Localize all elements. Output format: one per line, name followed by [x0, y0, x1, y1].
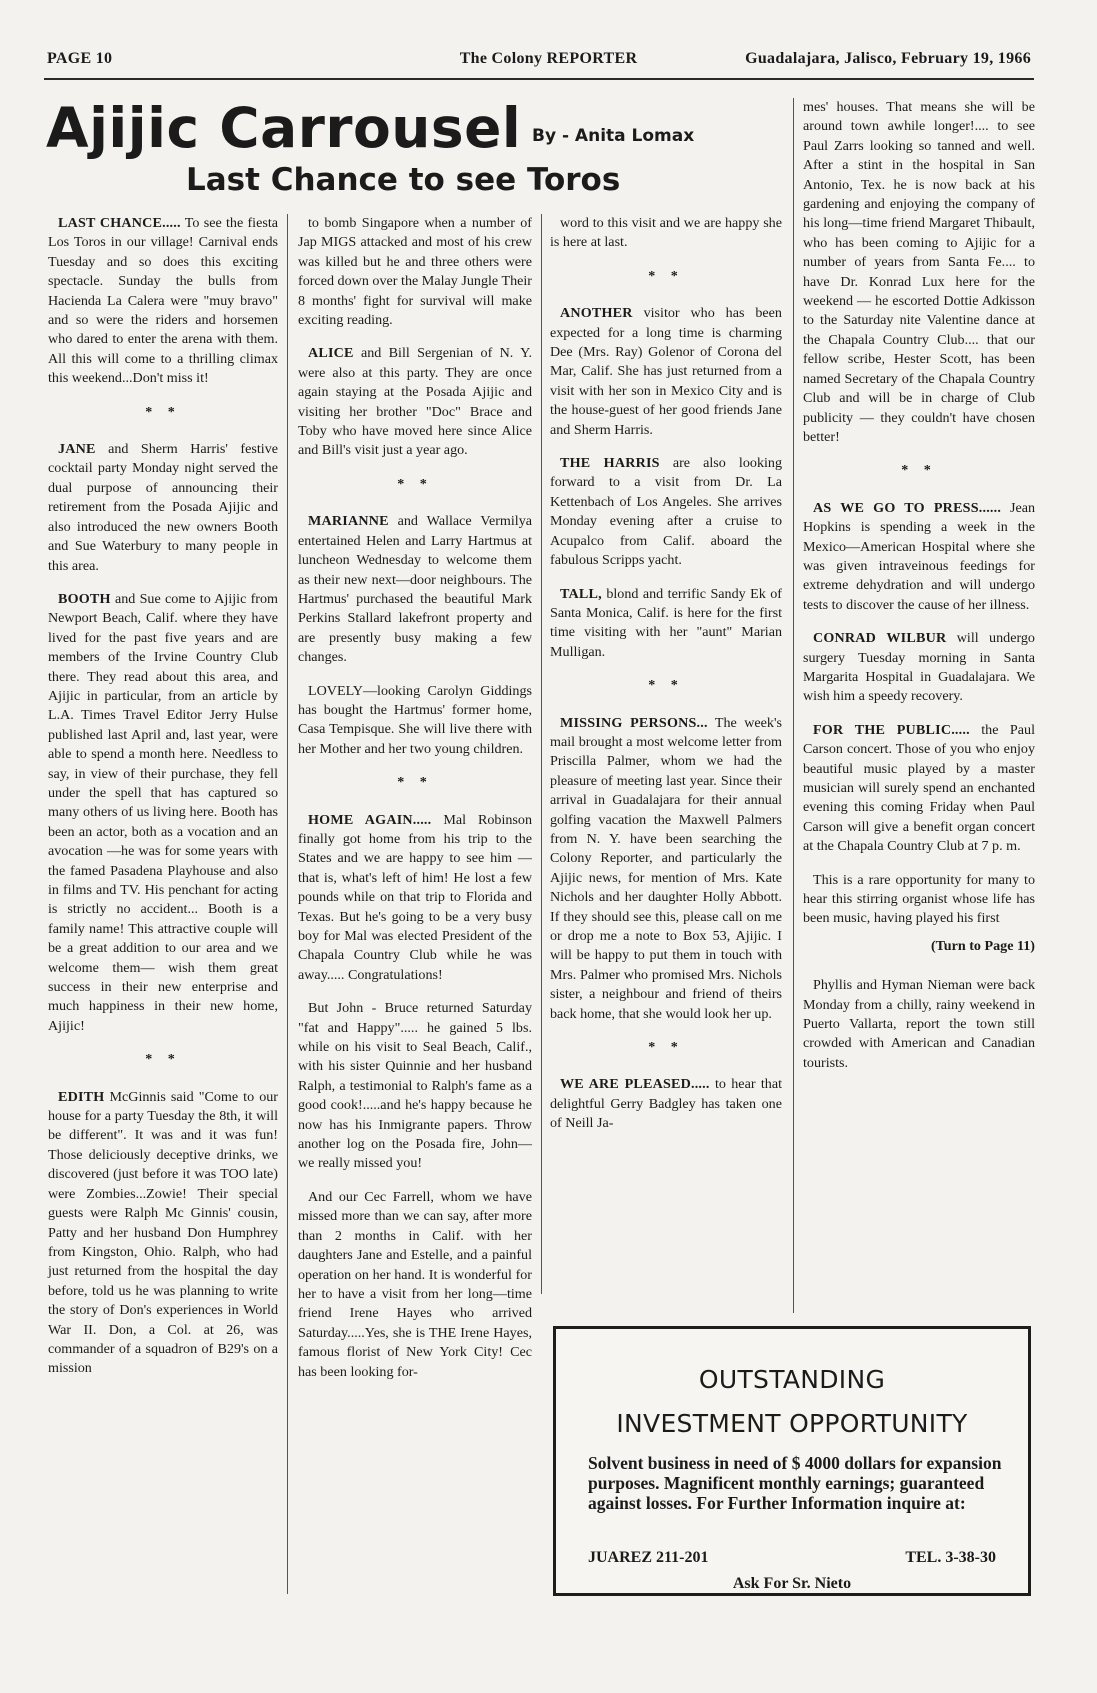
- paragraph-lead: EDITH: [58, 1088, 105, 1105]
- paragraph: [48, 440, 278, 576]
- paragraph-lead: LAST CHANCE.....: [58, 215, 181, 231]
- dateline: Guadalajara, Jalisco, February 19, 1966: [745, 50, 1031, 67]
- paragraph: [550, 714, 782, 1025]
- paragraph-lead: MARIANNE: [308, 513, 389, 530]
- separator: * *: [648, 1039, 684, 1056]
- paragraph: [803, 976, 1035, 1073]
- paragraph-text: and Wallace Vermilya entertained Helen and Larry Hartmus at luncheon Wednesday to welcome them as their new next—door neighbours. The Hartmus' purchased the beautiful Mark Perkins Stallard lakefront property and are presently busy making a few changes.: [298, 513, 533, 666]
- separator: * *: [145, 1051, 181, 1068]
- paragraph-lead: JANE: [58, 441, 96, 458]
- paragraph: [803, 721, 1035, 857]
- paragraph-text: are also looking forward to a visit from Dr. La Kettenbach of Los Angeles. She arrives Monday evening after a cruise to Acupalco from Calif. aboard the fabulous Scripps yacht.: [550, 455, 782, 569]
- paragraph-text: Phyllis and Hyman Nieman were back Monday from a chilly, rainy weekend in Puerto Vallarta, report the town still crowded with American and Canadian tourists.: [803, 977, 1035, 1071]
- paragraph-text: But John - Bruce returned Saturday "fat and Happy"..... he gained 5 lbs. while on his visit to Seal Beach, Calif., with his sister Quinnie and her husband Ralph, a testimonial to Ralph's fame as a good cook!.....and he's happy because he now has his Inmigrante papers. Throw another log on the Posada fire, John— we really missed you!: [298, 1000, 532, 1172]
- ad-title-line-1: OUTSTANDING: [698, 1365, 886, 1394]
- paragraph-text: Jean Hopkins is spending a week in the Mexico—American Hospital where she was given intraveinous feedings for extreme dehydration and will undergo tests to discover the cause of her illness.: [803, 499, 1036, 613]
- article-subtitle: Last Chance to see Toros: [186, 162, 621, 198]
- paragraph: [298, 214, 532, 330]
- paragraph-text: will undergo surgery Tuesday morning in Santa Margarita Hospital in Guadalajara. We wish him a speedy recovery.: [803, 630, 1035, 705]
- paragraph-lead: WE ARE PLEASED.....: [560, 1076, 710, 1093]
- article-title: Ajijic Carrousel: [46, 96, 522, 160]
- paragraph-text: To see the fiesta Los Toros in our village! Carnival ends Tuesday and so does this exciting spectacle. Sunday the bulls from Hacienda La Calera were "muy bravo" and so were the riders and horsemen who dared to enter the arena with them. All this will come to a thrilling climax this weekend...Don't miss it!: [48, 215, 278, 387]
- article-column-2: [298, 214, 532, 1396]
- paragraph-text: This is a rare opportunity for many to hear this stirring organist whose life has been music, having played his first: [803, 871, 1035, 927]
- article-column-4: [803, 98, 1035, 1087]
- paper-name: The Colony REPORTER: [459, 50, 638, 67]
- paragraph-text: blond and terrific Sandy Ek of Santa Monica, Calif. is here for the first time visiting with her "aunt" Marian Mulligan.: [550, 585, 782, 660]
- paragraph-text: the Paul Carson concert. Those of you who enjoy beautiful music played by a master musician will surely spend an enchanted evening this coming Friday when Paul Carson will give a benefit organ concert at the Chapala Country Club at 7 p. m.: [803, 721, 1035, 855]
- paragraph-lead: CONRAD WILBUR: [813, 630, 947, 647]
- separator: * *: [397, 774, 433, 791]
- paragraph-text: McGinnis said "Come to our house for a party Tuesday the 8th, it will be different". It was and it was fun! Those deliciously deceptive drinks, we discovered (just before it was TOO late) were Zombies...Zowie! Their special guests were Ralph Mc Ginnis' cousin, Patty and her husband Don Humphrey from Kingston, Ohio. Ralph, who had just returned from the hospital the day before, told us he was planning to write the story of Don's experiences in World War II. Don, a Col. at 26, was commander of a squadron of B29's on a mission: [48, 1088, 278, 1377]
- paragraph: [550, 214, 782, 253]
- article-title-block: [44, 98, 784, 208]
- separator: * *: [145, 403, 181, 420]
- paragraph: [803, 499, 1035, 615]
- paragraph-text: and Sherm Harris' festive cocktail party Monday night served the dual purpose of announcing their retirement from the Posada Ajijic and also introduced the new owners Booth and Sue Waterbury to many people in this area.: [48, 441, 278, 574]
- paragraph-text: And our Cec Farrell, whom we have missed more than we can say, after more than 2 months in Calif. with her daughters Jane and Estelle, and a painful operation on her hand. It is wonderful for her to have a visit from her long—time friend Irene Hayes who arrived Saturday.....Yes, she is THE Irene Hayes, famous florist of New York City! Cec has been looking for-: [298, 1188, 532, 1380]
- paragraph-lead: BOOTH: [58, 590, 111, 607]
- article-byline: By - Anita Lomax: [532, 126, 695, 146]
- column-divider: [541, 214, 542, 1294]
- paragraph: [298, 512, 532, 667]
- ad-body-text: Solvent business in need of $ 4000 dollars for expansion purposes. Magnificent monthly earnings; guaranteed against losses. For Further Information inquire at:: [588, 1453, 1002, 1513]
- paragraph: [803, 871, 1035, 929]
- page-number: PAGE 10: [47, 50, 113, 67]
- paragraph-lead: ANOTHER: [560, 305, 633, 322]
- ad-contact: Ask For Sr. Nieto: [732, 1575, 852, 1592]
- separator: * *: [901, 462, 937, 479]
- separator: * *: [648, 677, 684, 694]
- paragraph-lead: THE HARRIS: [560, 455, 660, 472]
- paragraph-lead: MISSING PERSONS...: [560, 714, 708, 731]
- paragraph-text: to hear that delightful Gerry Badgley has taken one of Neill Ja-: [550, 1076, 782, 1132]
- paragraph-lead: AS WE GO TO PRESS......: [813, 499, 1002, 516]
- paragraph-lead: HOME AGAIN.....: [308, 811, 432, 828]
- paragraph: [550, 454, 782, 570]
- separator: * *: [648, 267, 684, 284]
- paragraph: [298, 682, 532, 760]
- paragraph: [48, 1088, 278, 1379]
- column-divider: [287, 214, 288, 1594]
- paragraph-lead: FOR THE PUBLIC.....: [813, 721, 970, 738]
- paragraph: [550, 304, 782, 440]
- header-rule: [44, 78, 1034, 80]
- column-divider: [793, 98, 794, 1313]
- paragraph-text: LOVELY—looking Carolyn Giddings has bought the Hartmus' former home, Casa Tempisque. She will live there with her Mother and her two young children.: [298, 682, 532, 757]
- paragraph-text: to bomb Singapore when a number of Jap MIGS attacked and most of his crew was killed but he and three others were forced down over the Malay Jungle Their 8 months' fight for survival will make exciting reading.: [298, 215, 532, 329]
- ad-telephone: TEL. 3-38-30: [905, 1549, 996, 1566]
- advertisement-box: [553, 1326, 1031, 1596]
- paragraph: [298, 811, 532, 986]
- paragraph-lead: TALL,: [560, 585, 602, 602]
- paragraph: [298, 1188, 532, 1382]
- paragraph-text: The week's mail brought a most welcome letter from Priscilla Palmer, whom we had the pleasure of meeting last year. Since their arrival in Guadalajara for their annual golfing vacation the Maxwell Palmers from N. Y. have been searching the Colony Reporter, and particularly the Ajijic news, for mention of Mrs. Kate Nichols and her daughter Holly Abbott. If they should see this, please call on me or drop me a note to Box 53, Ajijic. I will be happy to put them in touch with Mrs. Palmer who promised Mrs. Nichols sister, a neighbour and friend of theirs back home, that she would look her up.: [550, 714, 782, 1022]
- paragraph-text: word to this visit and we are happy she is here at last.: [550, 215, 782, 251]
- separator: * *: [397, 475, 433, 492]
- paragraph: [550, 585, 782, 663]
- paragraph-text: mes' houses. That means she will be around town awhile longer!.... to see Paul Zarrs looking so tanned and well. After a stint in the hospital in San Antonio, Tex. he is now back at his gardening and enjoying the company of his long—time friend Margaret Thibault, who has been coming to Ajijic for a number of years from Santa Fe.... to have Dr. Konrad Lux here for the weekend — he escorted Dottie Adkisson to the Saturday nite Valentine dance at the Chapala Country Club.... that our fellow scribe, Hester Scott, has been named Secretary of the Chapala Country Club and will be in charge of Club publicity — they couldn't have chosen better!: [803, 99, 1035, 445]
- paragraph: [803, 98, 1035, 447]
- paragraph: [48, 214, 278, 389]
- paragraph: [803, 629, 1035, 707]
- article-column-3: [550, 214, 782, 1148]
- continued-notice: (Turn to Page 11): [930, 937, 1035, 954]
- paragraph-text: visitor who has been expected for a long time is charming Dee (Mrs. Ray) Golenor of Corona del Mar, Calif. She has just returned from a visit with her son in Mexico City and is the house-guest of her good friends Jane and Sherm Harris.: [550, 305, 782, 438]
- ad-address: JUAREZ 211-201: [588, 1549, 709, 1566]
- paragraph-lead: ALICE: [308, 345, 354, 362]
- ad-title-line-2: INVESTMENT OPPORTUNITY: [616, 1409, 968, 1438]
- paragraph-text: Mal Robinson finally got home from his trip to the States and we are happy to see him — that is, what's left of him! He lost a few pounds while on that trip to Florida and Texas. But he's going to be a very busy boy for Mal was elected President of the Chapala Country Club while he was away..... Congratulations!: [298, 811, 532, 983]
- paragraph-text: and Sue come to Ajijic from Newport Beach, Calif. where they have lived for the past five years and are members of the Irvine Country Club there. They read about this area, and Ajijic in particular, from an article by L.A. Times Travel Editor Jerry Hulse published last April and, last year, were able to spend a month here. Needless to say, in view of their purchase, they fell under the spell that has captured so many others of us living here. Booth has been an actor, both as a vocation and an avocation —he was for some years with the famed Pasadena Playhouse and also in films and TV. His penchant for acting is strictly no accident... Booth is a family name! This attractive couple will be a great addition to our area and we welcome them— wish them great success in their new enterprise and much happiness in their new home, Ajijic!: [48, 590, 278, 1034]
- paragraph-text: and Bill Sergenian of N. Y. were also at this party. They are once again staying at the Posada Ajijic and visiting her brother "Doc" Brace and Toby who have moved here since Alice and Bill's visit just a year ago.: [298, 345, 532, 459]
- paragraph: [550, 1075, 782, 1133]
- paragraph: [298, 999, 532, 1174]
- paragraph: [298, 344, 532, 460]
- article-column-1: [48, 214, 278, 1393]
- paragraph: [48, 590, 278, 1036]
